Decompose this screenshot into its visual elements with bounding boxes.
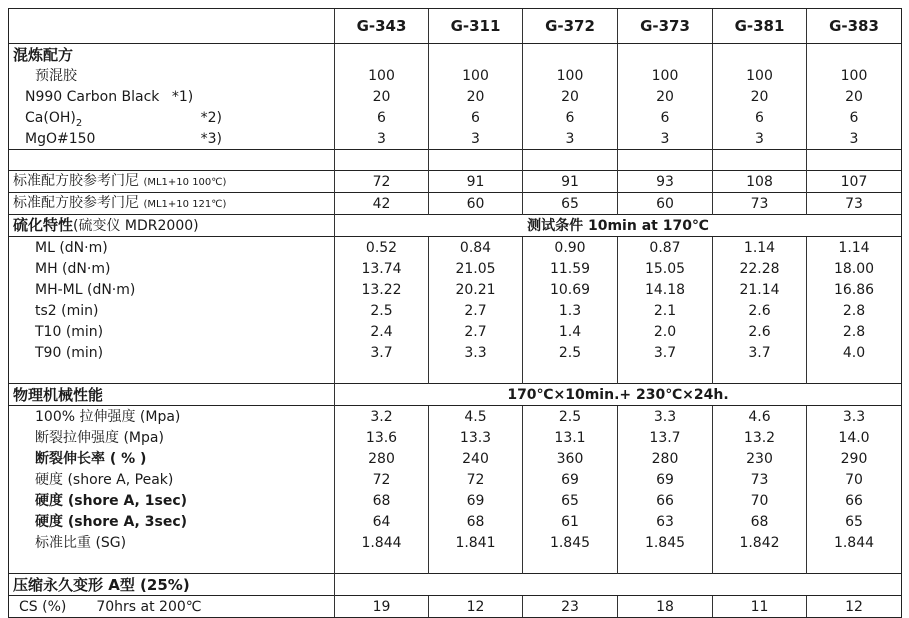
cell: 100	[618, 65, 713, 86]
row-label: ts2 (min)	[9, 300, 335, 321]
cell: 73	[807, 193, 902, 215]
section-compound	[9, 44, 902, 66]
cell: 3.3	[429, 342, 523, 363]
cell: 3.2	[335, 406, 429, 428]
table-row	[9, 532, 902, 553]
row-label-text: CS (%)	[19, 598, 67, 615]
row-label: T10 (min)	[9, 321, 335, 342]
table-row	[9, 406, 902, 428]
col-header: G-373	[618, 9, 713, 44]
table-row	[9, 86, 902, 107]
cell: 6	[523, 107, 618, 128]
cell: 66	[807, 490, 902, 511]
cell: 20	[807, 86, 902, 107]
cell: 6	[713, 107, 807, 128]
cell: 6	[429, 107, 523, 128]
cell: 100	[429, 65, 523, 86]
header-corner	[9, 9, 335, 44]
row-label: 断裂伸长率 ( % )	[9, 448, 335, 469]
cell: 1.845	[618, 532, 713, 553]
cell: 0.90	[523, 237, 618, 259]
cell: 12	[807, 596, 902, 618]
cell: 21.14	[713, 279, 807, 300]
cell: 280	[335, 448, 429, 469]
cell: 68	[429, 511, 523, 532]
row-label: 硬度 (shore A, 1sec)	[9, 490, 335, 511]
cell: 1.844	[807, 532, 902, 553]
cell: 3	[713, 128, 807, 150]
cell: 3	[807, 128, 902, 150]
table-row	[9, 321, 902, 342]
cell: 73	[713, 193, 807, 215]
cell: 22.28	[713, 258, 807, 279]
row-label: T90 (min)	[9, 342, 335, 363]
test-condition: 170℃×10min.+ 230℃×24h.	[335, 384, 902, 406]
col-header: G-311	[429, 9, 523, 44]
cell: 20.21	[429, 279, 523, 300]
row-label	[9, 193, 335, 215]
cell: 1.14	[713, 237, 807, 259]
table-row	[9, 511, 902, 532]
cell: 3	[618, 128, 713, 150]
row-label	[9, 86, 335, 107]
section-title: 物理机械性能	[9, 384, 335, 406]
cell: 240	[429, 448, 523, 469]
cell: 4.6	[713, 406, 807, 428]
cell: 2.8	[807, 300, 902, 321]
section-physical	[9, 384, 902, 406]
row-label-text: 标准配方胶参考门尼	[13, 194, 139, 211]
spacer-row	[9, 553, 902, 574]
cell: 108	[713, 171, 807, 193]
spacer-row	[9, 150, 902, 171]
cell: 3.7	[618, 342, 713, 363]
section-compression	[9, 574, 902, 596]
col-header: G-343	[335, 9, 429, 44]
cell: 230	[713, 448, 807, 469]
subscript: 2	[75, 117, 83, 128]
cell: 100	[335, 65, 429, 86]
cell: 42	[335, 193, 429, 215]
cell: 3.3	[618, 406, 713, 428]
cell: 6	[618, 107, 713, 128]
cell: 2.1	[618, 300, 713, 321]
cell: 11.59	[523, 258, 618, 279]
cell: 63	[618, 511, 713, 532]
cell: 20	[618, 86, 713, 107]
test-condition: 测试条件 10min at 170℃	[335, 215, 902, 237]
cell: 3	[335, 128, 429, 150]
cell: 12	[429, 596, 523, 618]
row-label: MH-ML (dN·m)	[9, 279, 335, 300]
row-label	[9, 107, 335, 128]
cell: 0.84	[429, 237, 523, 259]
cell: 70	[807, 469, 902, 490]
cell: 2.7	[429, 300, 523, 321]
section-title: 压缩永久变形 A型 (25%)	[9, 574, 335, 596]
col-header: G-372	[523, 9, 618, 44]
cell: 68	[335, 490, 429, 511]
table-row	[9, 300, 902, 321]
section-title	[9, 215, 335, 237]
row-condition: (ML1+10 121℃)	[143, 198, 227, 210]
table-row	[9, 171, 902, 193]
table-row	[9, 258, 902, 279]
cell: 10.69	[523, 279, 618, 300]
row-condition: (ML1+10 100℃)	[143, 176, 227, 188]
cell: 66	[618, 490, 713, 511]
cell: 91	[429, 171, 523, 193]
cell: 1.845	[523, 532, 618, 553]
table-row	[9, 469, 902, 490]
row-label	[9, 596, 335, 618]
row-label: 断裂拉伸强度 (Mpa)	[9, 427, 335, 448]
cell: 69	[429, 490, 523, 511]
cell: 20	[429, 86, 523, 107]
table-row	[9, 448, 902, 469]
cell: 2.6	[713, 300, 807, 321]
cell: 2.5	[335, 300, 429, 321]
data-sheet	[8, 8, 901, 615]
table-row	[9, 490, 902, 511]
row-label: 硬度 (shore A, 3sec)	[9, 511, 335, 532]
cell: 6	[335, 107, 429, 128]
cell: 2.5	[523, 406, 618, 428]
row-label: ML (dN·m)	[9, 237, 335, 259]
cell: 65	[523, 193, 618, 215]
cell: 1.844	[335, 532, 429, 553]
cell: 64	[335, 511, 429, 532]
row-label: 硬度 (shore A, Peak)	[9, 469, 335, 490]
table-row	[9, 237, 902, 259]
cell: 2.0	[618, 321, 713, 342]
table-row	[9, 193, 902, 215]
cell: 1.14	[807, 237, 902, 259]
col-header: G-381	[713, 9, 807, 44]
cell: 14.18	[618, 279, 713, 300]
section-title-text: 硫化特性	[13, 216, 74, 234]
properties-table	[8, 8, 902, 618]
cell: 93	[618, 171, 713, 193]
cell: 4.0	[807, 342, 902, 363]
cell: 280	[618, 448, 713, 469]
cell: 1.3	[523, 300, 618, 321]
cell: 16.86	[807, 279, 902, 300]
row-condition: 70hrs at 200℃	[96, 598, 202, 615]
table-row	[9, 427, 902, 448]
cell: 100	[807, 65, 902, 86]
cell: 3.7	[713, 342, 807, 363]
cell: 65	[523, 490, 618, 511]
cell: 2.5	[523, 342, 618, 363]
cell: 72	[335, 469, 429, 490]
table-row	[9, 65, 902, 86]
header-row	[9, 9, 902, 44]
cell: 13.22	[335, 279, 429, 300]
footnote-ref: *2)	[200, 109, 222, 126]
section-cure	[9, 215, 902, 237]
cell: 0.87	[618, 237, 713, 259]
cell: 290	[807, 448, 902, 469]
cell: 70	[713, 490, 807, 511]
row-label: MH (dN·m)	[9, 258, 335, 279]
cell: 60	[618, 193, 713, 215]
cell: 13.6	[335, 427, 429, 448]
cell: 60	[429, 193, 523, 215]
row-label-text: N990 Carbon Black	[25, 88, 160, 105]
cell: 3.7	[335, 342, 429, 363]
cell: 1.4	[523, 321, 618, 342]
cell: 91	[523, 171, 618, 193]
cell: 72	[429, 469, 523, 490]
footnote-ref: *3)	[200, 130, 222, 147]
cell: 107	[807, 171, 902, 193]
table-row	[9, 279, 902, 300]
table-row	[9, 128, 902, 150]
cell: 68	[713, 511, 807, 532]
cell: 13.7	[618, 427, 713, 448]
row-label: 100% 拉伸强度 (Mpa)	[9, 406, 335, 428]
cell: 14.0	[807, 427, 902, 448]
cell: 73	[713, 469, 807, 490]
cell: 6	[807, 107, 902, 128]
cell: 3.3	[807, 406, 902, 428]
cell: 23	[523, 596, 618, 618]
cell: 2.7	[429, 321, 523, 342]
cell: 65	[807, 511, 902, 532]
cell: 20	[713, 86, 807, 107]
cell: 13.1	[523, 427, 618, 448]
cell: 13.74	[335, 258, 429, 279]
cell: 3	[429, 128, 523, 150]
cell: 360	[523, 448, 618, 469]
row-label: 预混胶	[9, 65, 335, 86]
cell: 69	[523, 469, 618, 490]
table-row	[9, 107, 902, 128]
col-header: G-383	[807, 9, 902, 44]
row-label-text: 标准配方胶参考门尼	[13, 172, 139, 189]
cell: 2.6	[713, 321, 807, 342]
cell: 18.00	[807, 258, 902, 279]
row-label-text: MgO#150	[25, 130, 96, 147]
cell: 0.52	[335, 237, 429, 259]
cell: 100	[523, 65, 618, 86]
cell: 13.2	[713, 427, 807, 448]
cell: 100	[713, 65, 807, 86]
cell: 20	[335, 86, 429, 107]
cell: 2.4	[335, 321, 429, 342]
row-label-text: Ca(OH)	[25, 109, 76, 126]
cell: 18	[618, 596, 713, 618]
table-row	[9, 342, 902, 363]
cell: 2.8	[807, 321, 902, 342]
cell: 11	[713, 596, 807, 618]
cell: 69	[618, 469, 713, 490]
cell: 20	[523, 86, 618, 107]
cell: 3	[523, 128, 618, 150]
cell: 19	[335, 596, 429, 618]
row-label	[9, 171, 335, 193]
table-row	[9, 596, 902, 618]
cell: 1.841	[429, 532, 523, 553]
row-label	[9, 128, 335, 150]
section-title: 混炼配方	[9, 44, 335, 66]
cell: 61	[523, 511, 618, 532]
section-subtitle: (硫变仪 MDR2000)	[73, 218, 199, 234]
cell: 21.05	[429, 258, 523, 279]
spacer-row	[9, 363, 902, 384]
cell: 4.5	[429, 406, 523, 428]
footnote-ref: *1)	[171, 88, 194, 105]
cell: 72	[335, 171, 429, 193]
row-label: 标准比重 (SG)	[9, 532, 335, 553]
cell: 1.842	[713, 532, 807, 553]
cell: 15.05	[618, 258, 713, 279]
cell: 13.3	[429, 427, 523, 448]
